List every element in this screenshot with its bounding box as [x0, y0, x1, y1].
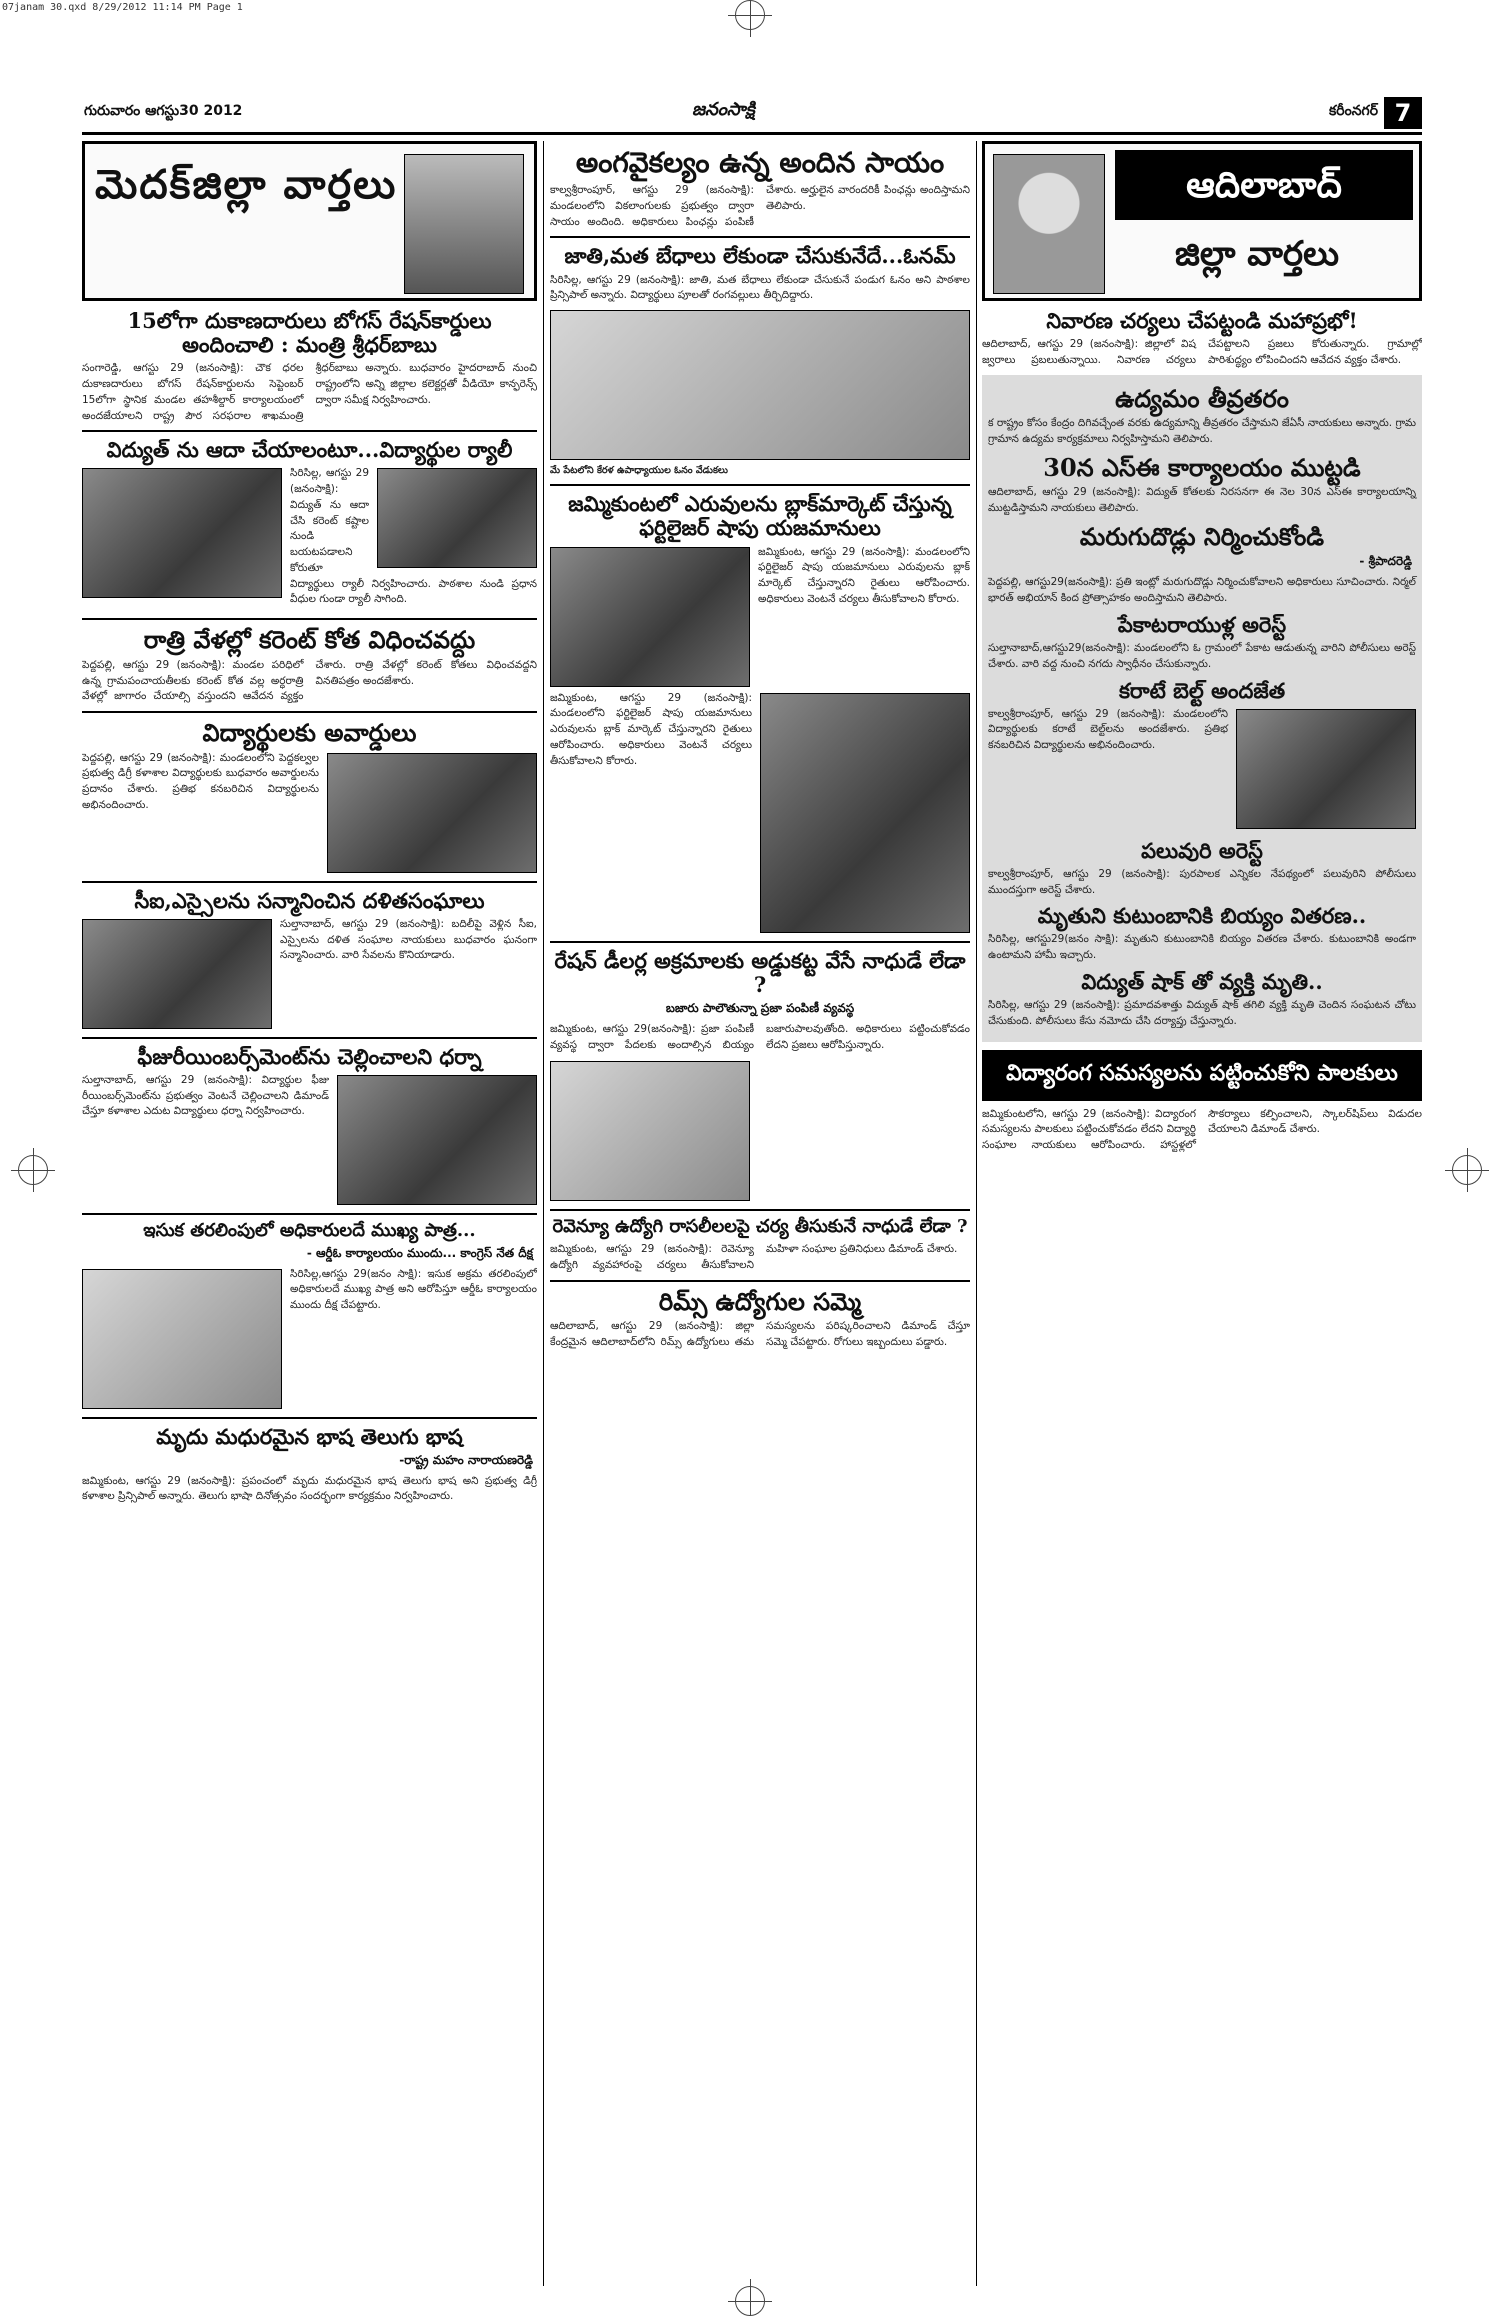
registration-mark-left: [18, 1155, 48, 1185]
page-header: [82, 95, 1422, 135]
headline: కరాటే బెల్ట్ అందజేత: [1118, 677, 1286, 703]
headline: పలువురి అరెస్ట్: [1141, 837, 1263, 863]
divider: [82, 881, 537, 883]
article-body: జమ్మికుంట, ఆగస్టు 29 (జనంసాక్షి): ప్రపంచంలో మృదు మధురమైన భాష తెలుగు భాష అని ప్రభుత్వ డిగ్రీ కళాశాల ప్రిన్సిపాల్ అన్నారు. తెలుగు భాషా దినోత్సవం సందర్భంగా కార్యక్రమం నిర్వహించారు.: [82, 1474, 537, 1503]
headline: సీఐ,ఎస్సైలను సన్మానించిన దళితసంఘాలు: [134, 887, 485, 913]
headline: రాత్రి వేళల్లో కరెంట్ కోత విధించవద్దు: [143, 625, 476, 655]
divider: [550, 236, 970, 238]
rally-photo-2: [377, 468, 537, 568]
divider: [82, 430, 537, 432]
divider: [550, 1280, 970, 1282]
byline: బజారు పాలౌతున్నా ప్రజా పంపిణీ వ్యవస్థ: [665, 1000, 855, 1015]
medak-banner-title: మెదక్‌జిల్లా వార్తలు: [95, 161, 398, 208]
article-body: సుల్తానాబాద్,ఆగస్టు29(జనంసాక్షి): మండలంలోని ఓ గ్రామంలో పేకాట ఆడుతున్న వారిని పోలీసులు అరెస్ట్ చేశారు. వారి వద్ద నుంచి నగదు స్వాధీనం చేసుకున్నారు.: [988, 642, 1416, 670]
article-body: సుల్తానాబాద్, ఆగస్టు 29 (జనంసాక్షి): విద్యార్థుల ఫీజు రీయింబర్స్‌మెంట్‌ను ప్రభుత్వం వెంటనే చెల్లించాలని డిమాండ్ చేస్తూ కళాశాల ఎదుట విద్యార్థులు ధర్నా నిర్వహించారు.: [82, 1073, 329, 1118]
article-body: జమ్మికుంట, ఆగస్టు 29 (జనంసాక్షి): మండలంలోని ఫర్టిలైజర్ షాపు యజమానులు ఎరువులను బ్లాక్ మార్కెట్ చేస్తున్నారని రైతులు ఆరోపించారు. అధికారులు వెంటనే చర్యలు తీసుకోవాలని కోరారు.: [758, 545, 970, 605]
print-slug: 07janam 30.qxd 8/29/2012 11:14 PM Page 1: [2, 2, 243, 13]
article-body: ఆదిలాబాద్, ఆగస్టు 29 (జనంసాక్షి): జిల్లాలో విష జ్వరాలు ప్రబలుతున్నాయి. నివారణ చర్యలు చేపట్టాలని ప్రజలు కోరుతున్నారు. గ్రామాల్లో పారిశుద్ధ్యం లోపించిందని ఆవేదన వ్యక్తం చేశారు.: [982, 338, 1422, 366]
article-body: సంగారెడ్డి, ఆగస్టు 29 (జనంసాక్షి): చౌక ధరల దుకాణదారులు బోగస్ రేషన్‌కార్డులను సెప్టెంబర్ 15లోగా స్థానిక మండల తహశీల్దార్ కార్యాలయంలో అందజేయాలని రాష్ట్ర పౌర సరఫరాల శాఖమంత్రి శ్రీధర్‌బాబు అన్నారు. బుధవారం హైదరాబాద్ నుంచి రాష్ట్రంలోని అన్ని జిల్లాల కలెక్టర్లతో వీడియో కాన్ఫరెన్స్ ద్వారా సమీక్ష నిర్వహించారు.: [82, 362, 537, 422]
column-medak: [82, 141, 537, 2286]
issue-date: గురువారం ఆగస్టు30 2012: [84, 103, 243, 119]
onam-photo: [550, 310, 970, 460]
headline: రెవెన్యూ ఉద్యోగి రాసలీలలపై చర్య తీసుకునే నాధుడే లేడా ?: [552, 1216, 968, 1238]
headline: 15లోగా దుకాణదారులు బోగస్ రేషన్‌కార్డులు అందించాలి : మంత్రి శ్రీధర్‌బాబు: [127, 308, 492, 358]
article-body: సిరిసిల్ల, ఆగస్టు 29 (జనంసాక్షి): జాతి, మత బేధాలు లేకుండా చేసుకునే పండుగ ఓనం అని పాఠశాల ప్రిన్సిపాల్ అన్నారు. విద్యార్థులు పూలతో రంగవల్లులు తీర్చిదిద్దారు.: [550, 273, 970, 302]
divider: [82, 1037, 537, 1039]
adilabad-banner: [982, 141, 1422, 301]
adilabad-banner-title: ఆదిలాబాద్: [1115, 150, 1413, 220]
divider: [82, 1417, 537, 1419]
article-body: కాల్వశ్రీరాంపూర్, ఆగస్టు 29 (జనంసాక్షి): మండలంలోని విద్యార్థులకు కరాటే బెల్ట్‌లను అందజేశారు. ప్రతిభ కనబరిచిన విద్యార్థులను అభినందించారు.: [988, 707, 1228, 752]
headline: జమ్మికుంటలో ఎరువులను బ్లాక్‌మార్కెట్ చేస్తున్న ఫర్టిలైజర్ షాపు యజమానులు: [568, 491, 952, 541]
headline: విద్యుత్ షాక్ తో వ్యక్తి మృతి..: [1081, 968, 1323, 994]
article-body: జమ్మికుంటలోని, ఆగస్టు 29 (జనంసాక్షి): విద్యారంగ సమస్యలను పాలకులు పట్టించుకోవడం లేదని విద్యార్థి సంఘాల నాయకులు ఆరోపించారు. హాస్టళ్లలో సౌకర్యాలు కల్పించాలని, స్కాలర్‌షిప్‌లు విడుదల చేయాలని డిమాండ్ చేశారు.: [982, 1107, 1422, 1152]
headline: రేషన్ డీలర్ల అక్రమాలకు అడ్డుకట్ట వేసే నాధుడే లేడా ?: [554, 947, 966, 997]
headline-banner: విద్యారంగ సమస్యలను పట్టించుకోని పాలకులు: [982, 1050, 1422, 1101]
headline: అంగవైకల్యం ఉన్న అందిన సాయం: [575, 146, 945, 179]
newspaper-page: [82, 95, 1422, 2290]
headline: ఉద్యమం తీవ్రతరం: [1115, 383, 1289, 413]
article-body: జమ్మికుంట, ఆగస్టు 29 (జనంసాక్షి): రెవెన్యూ ఉద్యోగి వ్యవహారంపై చర్యలు తీసుకోవాలని మహిళా సంఘాల ప్రతినిధులు డిమాండ్ చేశారు.: [550, 1243, 958, 1271]
headline: మృదు మధురమైన భాష తెలుగు భాష: [156, 1423, 463, 1449]
protest-photo: [82, 1269, 282, 1409]
article-body: సిరిసిల్ల, ఆగస్టు29(జనం సాక్షి): మృతుని కుటుంబానికి బియ్యం వితరణ చేశారు. కుటుంబానికి అండగా ఉంటామని హామీ ఇచ్చారు.: [988, 933, 1416, 962]
divider: [82, 618, 537, 620]
fertilizer-photo: [550, 547, 750, 687]
byline: - ఆర్డీఓ కార్యాలయం ముందు... కాంగ్రెస్ నేత దీక్ష: [306, 1245, 533, 1260]
registration-mark-top: [735, 0, 765, 30]
article-body: క రాష్ట్రం కోసం కేంద్రం దిగివచ్చేంత వరకు ఉద్యమాన్ని తీవ్రతరం చేస్తామని జేఏసీ నాయకులు అన్నారు. గ్రామ గ్రామాన ఉద్యమ కార్యక్రమాలు నిర్వహిస్తామని తెలిపారు.: [988, 417, 1416, 445]
rally-photo: [82, 468, 282, 598]
dharna-photo: [337, 1075, 537, 1205]
registration-mark-bottom: [735, 2286, 765, 2316]
headline: విద్యార్థులకు అవార్డులు: [202, 718, 417, 748]
medak-banner: [82, 141, 537, 301]
portrait-illustration: [993, 154, 1105, 294]
headline: విద్యుత్ ను ఆదా చేయాలంటూ...విద్యార్థుల ర్యాలీ: [106, 437, 513, 463]
page-number: 7: [1384, 97, 1422, 129]
headline: మృతుని కుటుంబానికి బియ్యం వితరణ..: [1037, 903, 1367, 929]
byline: -రాష్ట్ర మహం నారాయణరెడ్డి: [399, 1452, 533, 1467]
article-body: పెద్దపల్లి, ఆగస్టు29(జనంసాక్షి): ప్రతి ఇంట్లో మరుగుదొడ్లు నిర్మించుకోవాలని అధికారులు సూచించారు. నిర్మల్ భారత్ అభియాన్ కింద ప్రోత్సాహకం అందిస్తామని తెలిపారు.: [988, 576, 1416, 605]
photo-caption: మే పేటలోని కేరళ ఉపాధ్యాయుల ఓనం వేడుకలు: [550, 465, 728, 477]
church-photo: [404, 154, 524, 294]
felicitation-photo: [82, 919, 272, 1029]
article-body: ఆదిలాబాద్, ఆగస్టు 29 (జనంసాక్షి): విద్యుత్ కోతలకు నిరసనగా ఈ నెల 30న ఎస్ఈ కార్యాలయాన్ని ముట్టడిస్తామని నాయకులు తెలిపారు.: [988, 486, 1416, 515]
masthead-logo: జనంసాక్షి: [692, 99, 755, 120]
headline: 30న ఎస్ఈ కార్యాలయం ముట్టడి: [1043, 452, 1361, 482]
column-divider: [976, 141, 977, 2286]
headline: నివారణ చర్యలు చేపట్టండి మహాప్రభో!: [1046, 308, 1358, 333]
article-body: సుల్తానాబాద్, ఆగస్టు 29 (జనంసాక్షి): బదిలీపై వెళ్లిన సీఐ, ఎస్సైలను దళిత సంఘాల నాయకులు బుధవారం ఘనంగా సన్మానించారు. వారి సేవలను కొనియాడారు.: [280, 917, 537, 962]
headline: ఇసుక తరలింపులో అధికారులదే ముఖ్య పాత్ర...: [143, 1219, 476, 1241]
divider: [550, 941, 970, 943]
district-name: కరీంనగర్: [1329, 103, 1378, 119]
ration-photo: [550, 1061, 750, 1201]
column-center: [550, 141, 970, 2286]
farmers-photo: [760, 693, 970, 933]
divider: [550, 1209, 970, 1211]
registration-mark-right: [1452, 1155, 1482, 1185]
article-body: సిరిసిల్ల, ఆగస్టు 29 (జనంసాక్షి): విద్యుత్ ను ఆదా చేసి కరెంట్ కష్టాల నుండి బయటపడాలని కోరుతూ విద్యార్థులు ర్యాలీ నిర్వహించారు. పాఠశాల నుండి ప్రధాన వీధుల గుండా ర్యాలీ సాగింది.: [290, 467, 537, 606]
article-body-continued: జమ్మికుంట, ఆగస్టు 29 (జనంసాక్షి): మండలంలోని ఫర్టిలైజర్ షాపు యజమానులు ఎరువులను బ్లాక్ మార్కెట్ చేస్తున్నారని రైతులు ఆరోపించారు. అధికారులు వెంటనే చర్యలు తీసుకోవాలని కోరారు.: [550, 691, 752, 767]
article-body: పెద్దపల్లి, ఆగస్టు 29 (జనంసాక్షి): మండలంలోని పెద్దకల్వల ప్రభుత్వ డిగ్రీ కళాశాల విద్యార్థులకు బుధవారం అవార్డులను ప్రదానం చేశారు. ప్రతిభ కనబరిచిన విద్యార్థులను అభినందించారు.: [82, 751, 319, 811]
headline: రిమ్స్ ఉద్యోగుల సమ్మె: [658, 1286, 862, 1316]
divider: [82, 711, 537, 713]
article-body: సిరిసిల్ల, ఆగస్టు 29 (జనంసాక్షి): ప్రమాదవశాత్తు విద్యుత్ షాక్ తగిలి వ్యక్తి మృతి చెందిన సంఘటన చోటు చేసుకుంది. పోలీసులు కేసు నమోదు చేసి దర్యాప్తు చేస్తున్నారు.: [988, 999, 1416, 1027]
divider: [550, 484, 970, 486]
article-body: పెద్దపల్లి, ఆగస్టు 29 (జనంసాక్షి): మండల పరిధిలో ఉన్న గ్రామపంచాయతీలకు కరెంట్ కోత వల్ల అర్ధరాత్రి వేళల్లో జాగారం చేయాల్సి వస్తుందని ఆవేదన వ్యక్తం చేశారు. రాత్రి వేళల్లో కరెంట్ కోతలు విధించవద్దని వినతిపత్రం అందజేశారు.: [82, 658, 537, 703]
gray-section: [982, 375, 1422, 1042]
article-body: ఆదిలాబాద్, ఆగస్టు 29 (జనంసాక్షి): జిల్లా కేంద్రమైన ఆదిలాబాద్‌లోని రిమ్స్ ఉద్యోగులు తమ సమస్యలను పరిష్కరించాలని డిమాండ్ చేస్తూ సమ్మె చేపట్టారు. రోగులు ఇబ్బందులు పడ్డారు.: [550, 1320, 970, 1348]
article-body: జమ్మికుంట, ఆగస్టు 29(జనంసాక్షి): ప్రజా పంపిణీ వ్యవస్థ ద్వారా పేదలకు అందాల్సిన బియ్యం బజారుపాలవుతోంది. అధికారులు పట్టించుకోవడం లేదని ప్రజలు ఆరోపిస్తున్నారు.: [550, 1022, 970, 1051]
headline: జాతి,మత బేధాలు లేకుండా చేసుకునేదే...ఓనమ్: [564, 243, 956, 269]
article-body: కాల్వశ్రీరాంపూర్, ఆగస్టు 29 (జనంసాక్షి): పురపాలక ఎన్నికల నేపథ్యంలో పలువురిని పోలీసులు ముందస్తుగా అరెస్ట్ చేశారు.: [988, 867, 1416, 896]
column-adilabad: [982, 141, 1422, 2286]
article-body: సిరిసిల్ల,ఆగస్టు 29(జనం సాక్షి): ఇసుక అక్రమ తరలింపులో అధికారులదే ముఖ్య పాత్ర అని ఆరోపిస్తూ ఆర్డీఓ కార్యాలయం ముందు దీక్ష చేపట్టారు.: [290, 1267, 537, 1312]
headline: పేకాటరాయుళ్ల అరెస్ట్: [1117, 611, 1287, 637]
headline: ఫీజురీయింబర్స్‌మెంట్‌ను చెల్లించాలని ధర్నా: [137, 1043, 482, 1069]
headline: మరుగుదొడ్లు నిర్మించుకోండి: [1079, 521, 1325, 551]
award-photo: [327, 753, 537, 873]
divider: [82, 1213, 537, 1215]
karate-photo: [1236, 709, 1416, 829]
byline: - శ్రీపాదరెడ్డి: [1359, 554, 1412, 569]
column-divider: [543, 141, 544, 2286]
adilabad-banner-subtitle: జిల్లా వార్తలు: [1175, 234, 1339, 274]
article-body: కాల్వశ్రీరాంపూర్, ఆగస్టు 29 (జనంసాక్షి): మండలంలోని వికలాంగులకు ప్రభుత్వం ద్వారా సాయం అందింది. అధికారులు పింఛన్లు పంపిణీ చేశారు. అర్హులైన వారందరికీ పింఛన్లు అందిస్తామని తెలిపారు.: [550, 184, 970, 228]
